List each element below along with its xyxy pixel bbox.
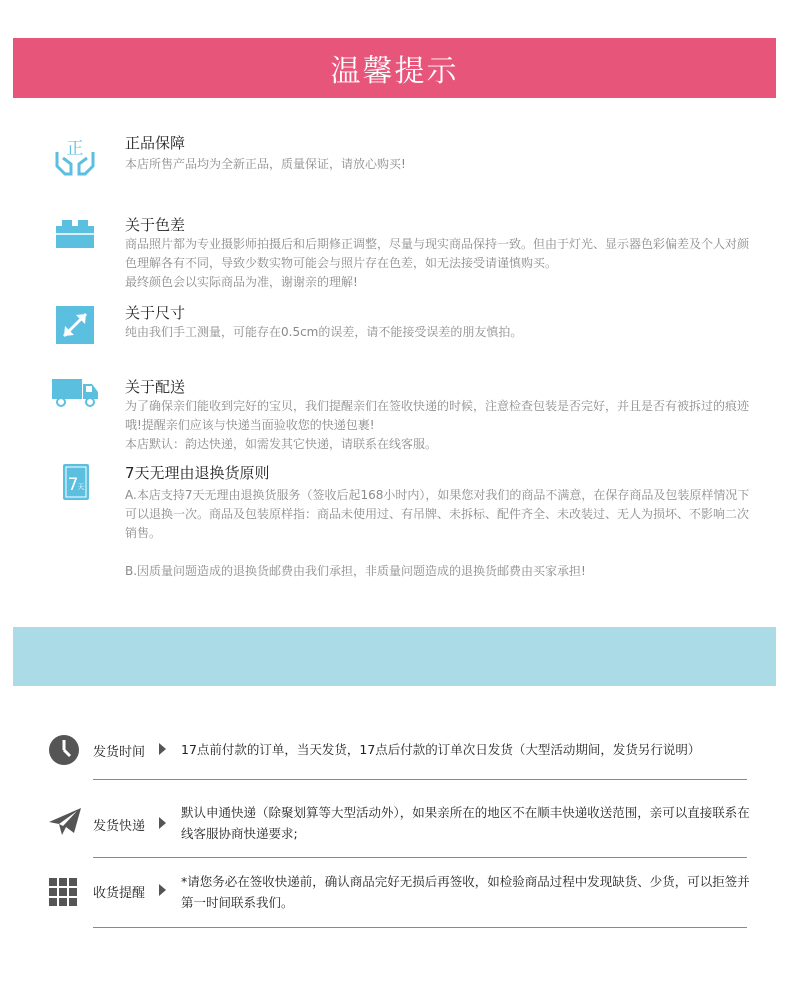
notice-desc: 纯由我们手工测量，可能存在0.5cm的误差，请不能接受误差的朋友慎拍。 [125, 325, 523, 339]
notice-desc: 商品照片都为专业摄影师拍摄后和后期修正调整，尽量与现实商品保持一致。但由于灯光、显示器色彩偏差及个人对颜色理解各有不同，导致少数实物可能会与照片存在色差，如无法接受请谨慎购买。 最终颜色会以实际商品为准，谢谢亲的理解! [125, 237, 750, 289]
shipping-label: 收货提醒 [93, 886, 146, 901]
shipping-text: *请您务必在签收快递前，确认商品完好无损后再签收，如检验商品过程中发现缺货、少货，可以拒签并第一时间联系我们。 [181, 874, 750, 910]
divider-line [93, 927, 747, 928]
airplane-icon [47, 805, 83, 841]
caret-right-icon [159, 743, 166, 755]
shipping-label: 发货快递 [93, 819, 146, 834]
banner-title: 温馨提示 [330, 54, 459, 89]
notice-title: 关于配送 [125, 378, 186, 396]
svg-text:7: 7 [67, 475, 79, 495]
delivery-truck-icon [50, 375, 100, 421]
notice-desc: 本店所售产品均为全新正品，质量保证，请放心购买! [125, 157, 406, 171]
shipping-text: 默认申通快递（除聚划算等大型活动外），如果亲所在的地区不在顺丰快递收送范围，亲可以直接联系在线客服协商快递要求; [181, 805, 750, 841]
notice-desc: 为了确保亲们能收到完好的宝贝，我们提醒亲们在签收快递的时候，注意检查包装是否完好，并且是否有被拆过的痕迹哦!提醒亲们应该与快递当面验收您的快递包裹! 本店默认：韵达快递，如需发其它快递，请联系在线客服。 [125, 399, 750, 451]
caret-right-icon [159, 884, 166, 896]
shipping-label: 发货时间 [93, 745, 146, 760]
shipping-text: 17点前付款的订单，当天发货，17点后付款的订单次日发货（大型活动期间，发货另行说明） [181, 742, 701, 757]
notice-title: 7天无理由退换货原则 [125, 464, 270, 482]
notice-title: 关于色差 [125, 216, 186, 234]
notice-title: 关于尺寸 [125, 304, 186, 322]
svg-text:正: 正 [66, 139, 84, 159]
svg-text:天: 天 [77, 483, 85, 491]
hands-genuine-icon [52, 132, 98, 178]
header-banner [13, 38, 776, 98]
notice-desc: A.本店支持7天无理由退换货服务（签收后起168小时内），如果您对我们的商品不满意，在保存商品及包装原样情况下可以退换一次。商品及包装原样指：商品未使用过、有吊牌、未拆标、配件齐全、未改装过、无人为损坏、不影响二次销售。 B.因质量问题造成的退换货邮费由我们承担，非质量问题造成的退换货邮费由买家承担! [125, 488, 750, 578]
grid-icon [47, 876, 83, 912]
notice-title: 正品保障 [125, 134, 186, 152]
seven-day-return-icon [52, 462, 98, 508]
clock-icon [47, 732, 83, 768]
resize-arrow-icon [52, 304, 98, 350]
divider-band [13, 627, 776, 686]
divider-line [93, 779, 747, 780]
caret-right-icon [159, 817, 166, 829]
camera-icon [52, 214, 98, 260]
divider-line [93, 857, 747, 858]
